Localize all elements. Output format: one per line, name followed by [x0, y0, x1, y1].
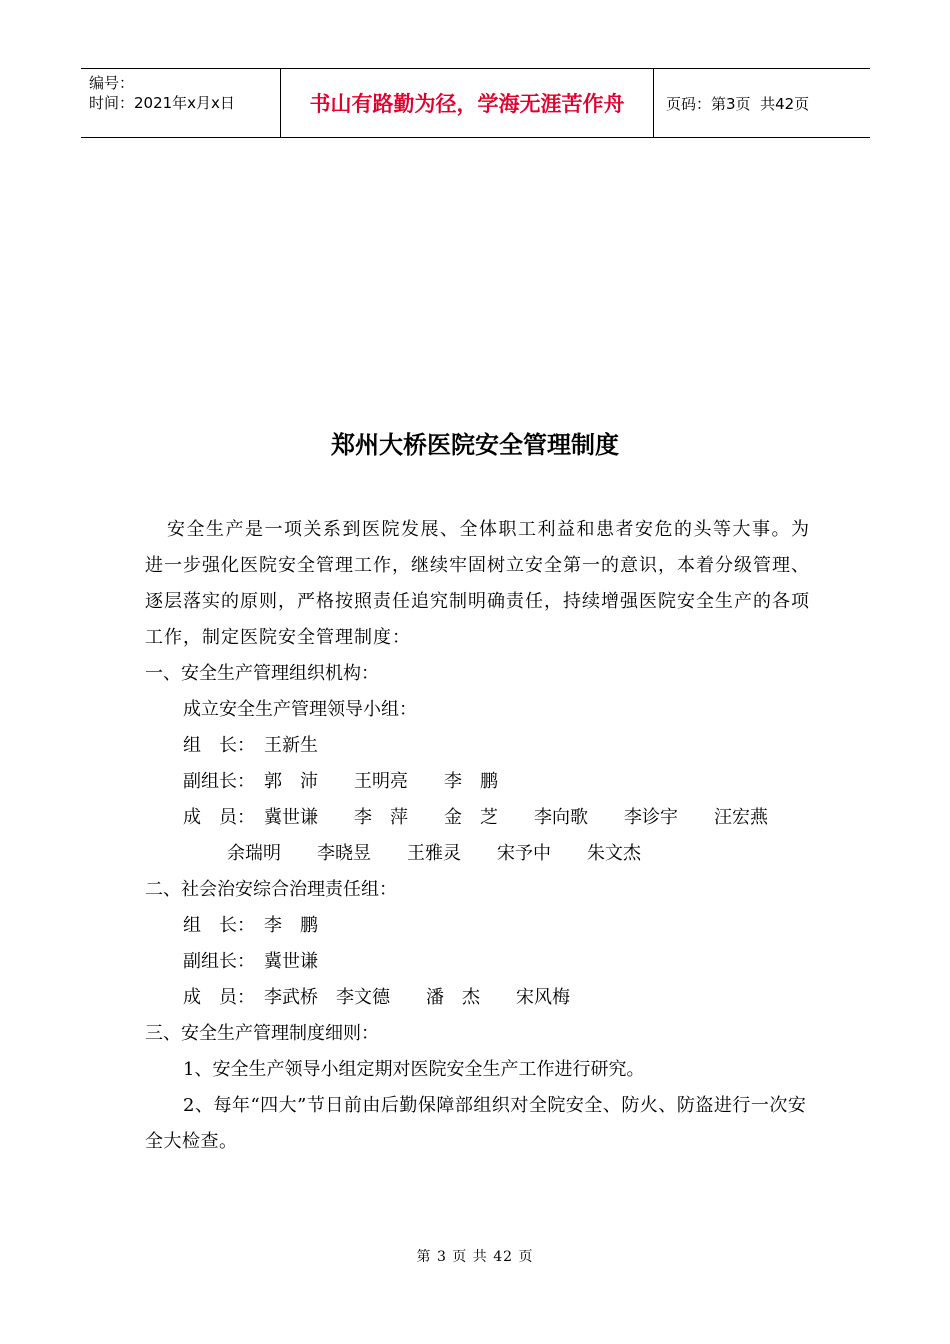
header-table [81, 68, 870, 138]
security-members: 成 员： 李武桥 李文德 潘 杰 宋风梅 [183, 987, 570, 1008]
group-statement: 成立安全生产管理领导小组： [183, 699, 417, 720]
time-label: 时间：2021年x月x日 [89, 94, 235, 112]
group-members-continued: 余瑞明 李晓昱 王雅灵 宋予中 朱文杰 [227, 843, 641, 864]
group-deputy: 副组长： 郭 沛 王明亮 李 鹏 [183, 771, 498, 792]
document-body [145, 512, 810, 1160]
section-heading-1: 一、安全生产管理组织机构： [145, 663, 379, 684]
rule-1: 1、安全生产领导小组定期对医院安全生产工作进行研究。 [183, 1059, 645, 1080]
rule-2: 2、每年“四大”节日前由后勤保障部组织对全院安全、防火、防盗进行一次安全大检查。 [145, 1095, 807, 1152]
page-footer: 第 3 页 共 42 页 [416, 1249, 534, 1265]
intro-paragraph: 安全生产是一项关系到医院发展、全体职工利益和患者安危的头等大事。为进一步强化医院安全管理工作，继续牢固树立安全第一的意识，本着分级管理、逐层落实的原则，严格按照责任追究制明确责任，持续增强医院安全生产的各项工作，制定医院安全管理制度： [145, 519, 810, 648]
page-info: 页码：第3页 共42页 [666, 94, 810, 113]
header-left-cell [81, 69, 281, 137]
section-heading-3: 三、安全生产管理制度细则： [145, 1023, 379, 1044]
document-title: 郑州大桥医院安全管理制度 [331, 431, 619, 459]
motto: 书山有路勤为径，学海无涯苦作舟 [281, 69, 654, 137]
group-members: 成 员： 冀世谦 李 萍 金 芝 李向歌 李诊宇 汪宏燕 [183, 807, 768, 828]
section-heading-2: 二、社会治安综合治理责任组： [145, 879, 397, 900]
security-deputy: 副组长： 冀世谦 [183, 951, 318, 972]
security-leader: 组 长： 李 鹏 [183, 915, 318, 936]
header-right-cell [654, 69, 870, 137]
group-leader: 组 长： 王新生 [183, 735, 318, 756]
number-label: 编号： [89, 74, 135, 92]
